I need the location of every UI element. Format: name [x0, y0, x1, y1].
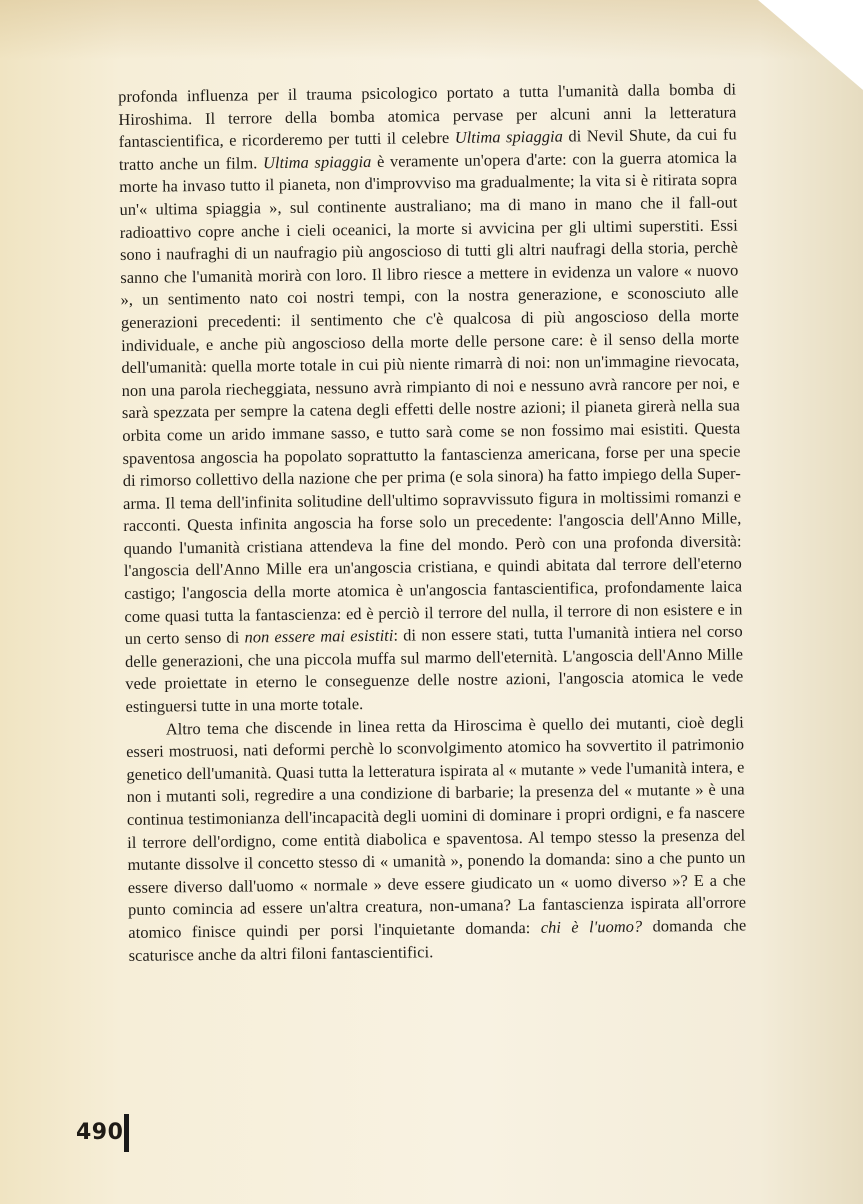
- text-run: Altro tema che discende in linea retta da Hiroscima è quello dei mutanti, cioè degli esseri mostruosi, nati deformi perchè lo sconvolgimento atomico ha sovvertito il patrimonio genetico dell'umanità. Quasi tutta la letteratura ispirata al « mutante » vede l'umanità intera, e non i mutanti soli, regredire a una condizione di barbarie; la presenza del « mutante » è una continua testimonianza dell'incapacità degli uomini di dominare i propri ordigni, e fa nascere il terrore dell'ordigno, come entità diabolica e spaventosa. Al tempo stesso la presenza del mutante dissolve il concetto stesso di « umanità », ponendo la domanda: sino a che punto un essere diverso dall'uomo « normale » deve essere giudicato un « uomo diverso »? E a che punto comincia ad essere un'altra creatura, non-umana? La fantascienza ispirata all'orrore atomico finisce quindi per porsi l'inquietante domanda:: [126, 712, 747, 942]
- italic-title-text: Ultima spiaggia: [454, 126, 564, 148]
- italic-title-text: non essere mai esistiti: [244, 625, 394, 647]
- body-text: [118, 78, 747, 967]
- page-number-rule: [124, 1114, 129, 1152]
- text-run: domanda che scaturisce anche da altri filoni fantascientifici.: [128, 915, 747, 965]
- text-run: di Nevil Shute, da cui fu tratto anche un film.: [118, 124, 737, 174]
- paper-shadow: [0, 0, 863, 60]
- paragraph-1: [118, 78, 744, 718]
- paragraph-2: [126, 711, 747, 967]
- text-run: : di non essere stati, tutta l'umanità intiera nel corso delle generazioni, che una piccola muffa sul marmo dell'eternità. L'angoscia dell'Anno Mille vede proiettate in eterno le conseguenze delle nostre azioni, l'angoscia atomica le vede estinguersi tutte in una morte totale.: [124, 621, 744, 716]
- text-run: è veramente un'opera d'arte: con la guerra atomica la morte ha invaso tutto il pianeta, non d'improvviso ma gradualmente; la vita si è ritirata sopra un'« ultima spiaggia », sul continente australiano; ma di mano in mano che il fall-out radioattivo copre anche i cieli oceanici, la morte si avvicina per gli ultimi superstiti. Essi sono i naufraghi di un naufragio più angoscioso di tutti gli altri naufragi della storia, perchè sanno che l'umanità morirà con loro. Il libro riesce a mettere in evidenza un valore « nuovo », un sentimento nato coi nostri tempi, con la nostra generazione, e sconosciuto alle generazioni precedenti: il sentimento che c'è qualcosa di più angoscioso della morte individuale, e anche più angoscioso della morte delle persone care: è il senso della morte dell'umanità: quella morte totale in cui più niente rimarrà di noi: non un'immagine rievocata, non una parola riecheggiata, nessuno avrà rimpianto di noi e nessuno avrà rancore per noi, e sarà spezzata per sempre la catena degli effetti delle nostre azioni; il pianeta girerà nella sua orbita come un arido immane sasso, e tutto sarà come se non fossimo mai esistiti. Questa spaventosa angoscia ha popolato soprattutto la fantascienza americana, forse per una specie di rimorso collettivo della nazione che per prima (e sola sinora) ha fatto impiego della Super-arma. Il tema dell'infinita solitudine dell'ultimo sopravvissuto figura in moltissimi romanzi e racconti. Questa infinita angoscia ha forse solo un precedente: l'angoscia dell'Anno Mille, quando l'umanità cristiana attendeva la fine del mondo. Però con una profonda diversità: l'angoscia dell'Anno Mille era un'angoscia cristiana, e quindi abitata dal terrore dell'eterno castigo; l'angoscia della morte atomica è un'angoscia fantascientifica, profondamente laica come quasi tutta la fantascienza: ed è perciò il terrore del nulla, il terrore di non esistere e in un certo senso di: [119, 147, 743, 649]
- text-run: profonda influenza per il trauma psicologico portato a tutta l'umanità dalla bomba di Hiroshima. Il terrore della bomba atomica pervase per alcuni anni la letteratura fantascientifica, e ricorderemo per tutti il celebre: [118, 79, 737, 152]
- italic-title-text: chi è l'uomo?: [540, 916, 643, 937]
- page-number: 490: [76, 1120, 124, 1145]
- italic-title-text: Ultima spiaggia: [262, 151, 372, 173]
